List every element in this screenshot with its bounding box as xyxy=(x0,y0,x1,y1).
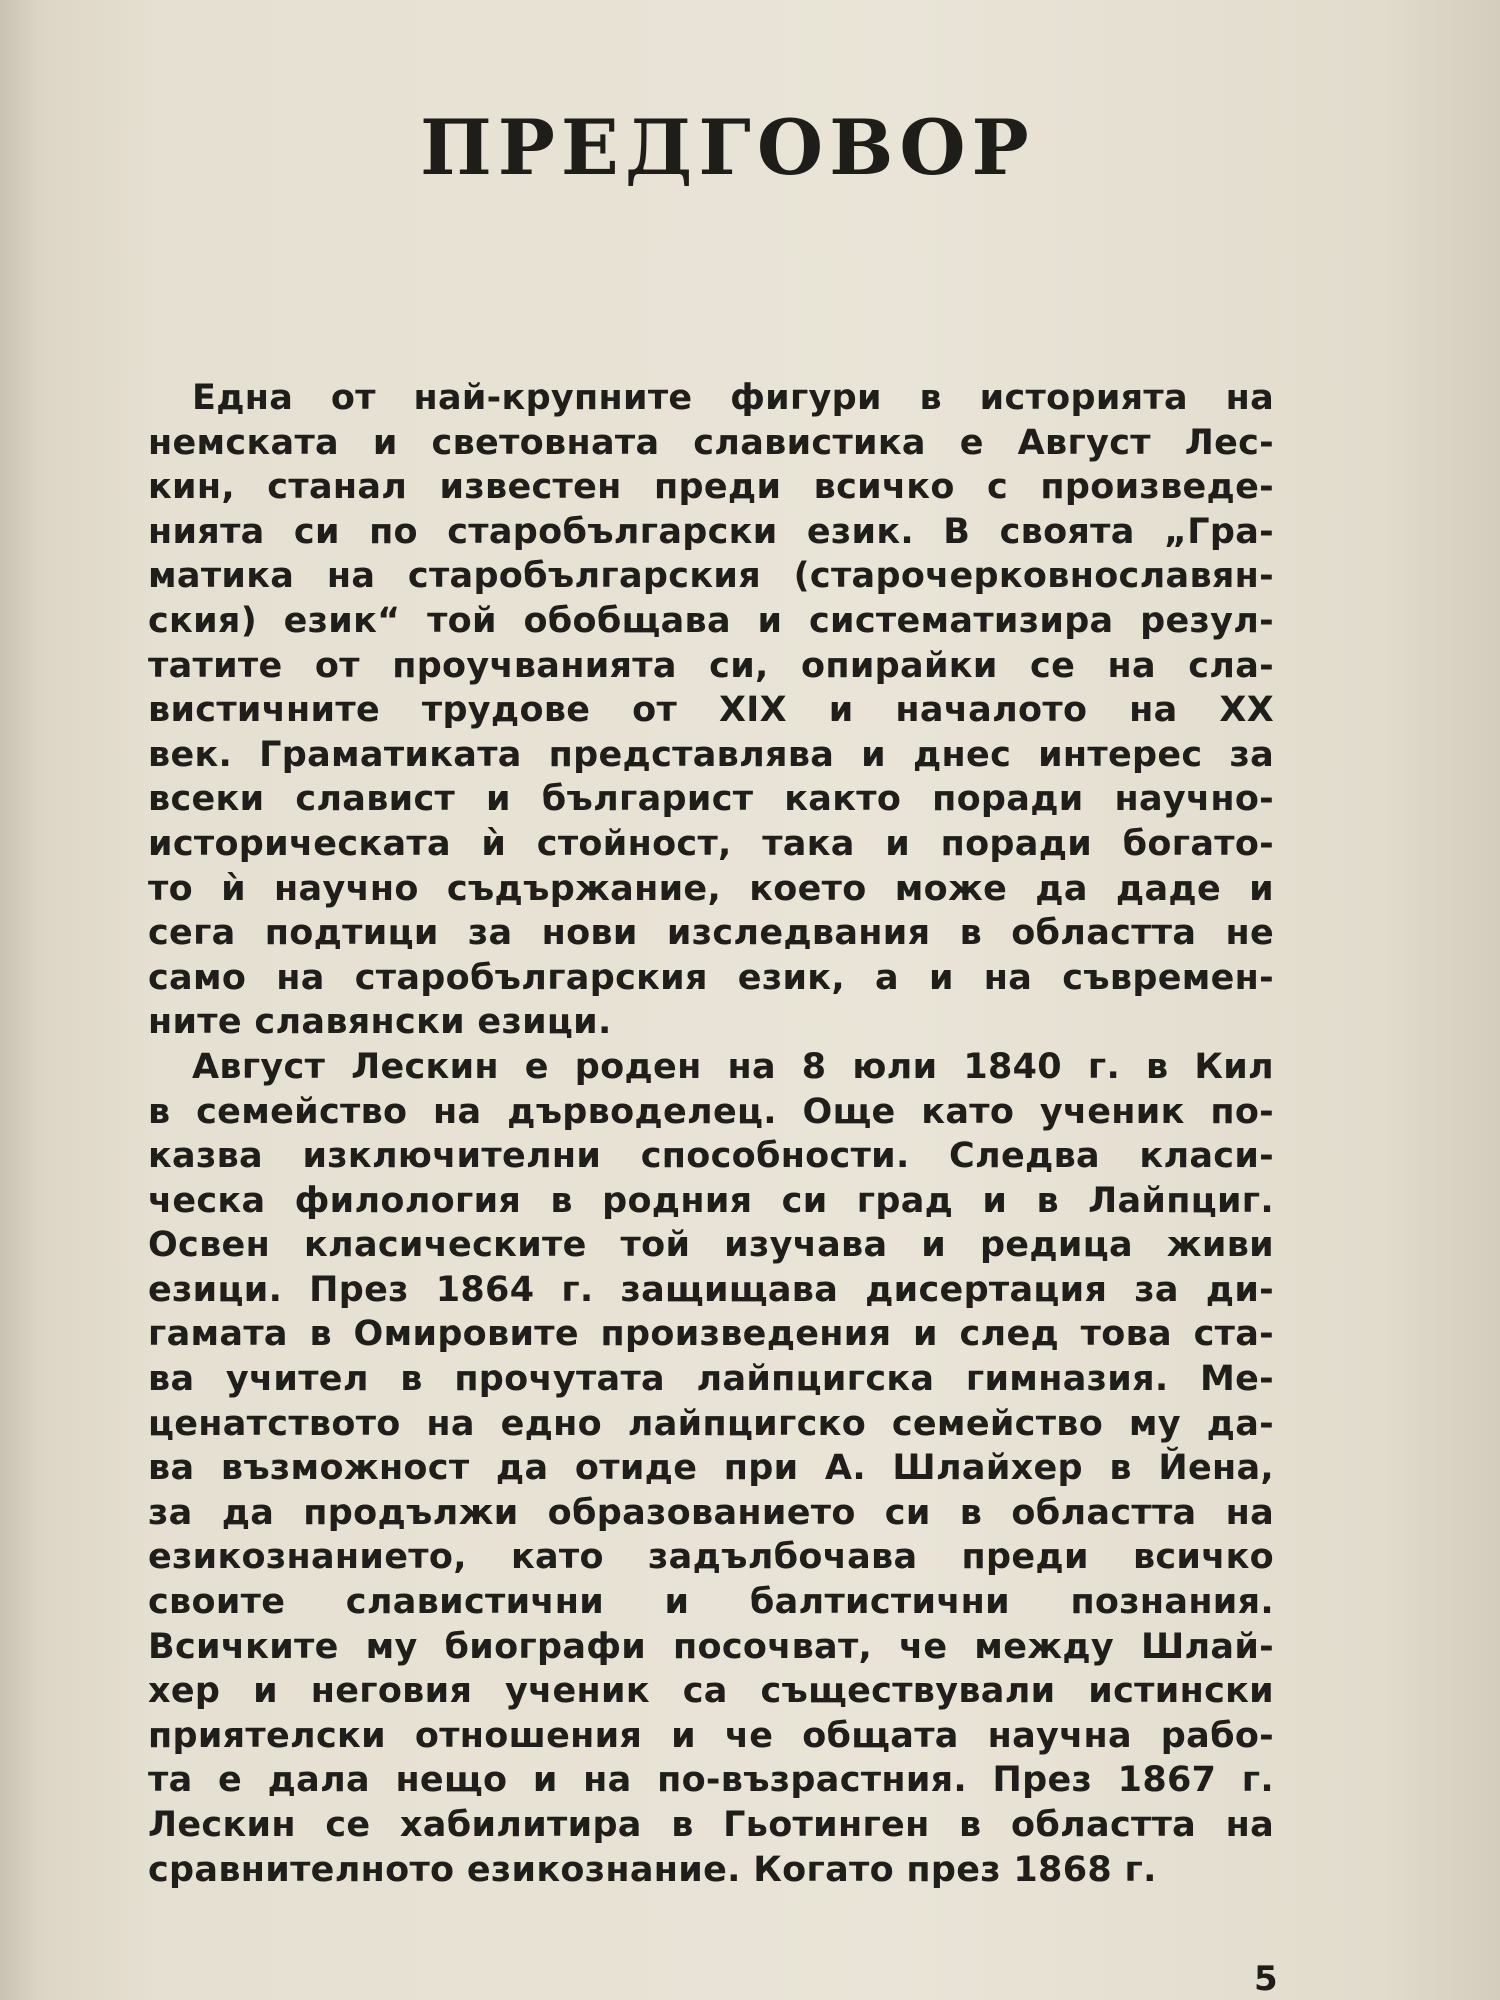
text-line: ва учител в прочутата лайпцигска гимназия. Ме- xyxy=(148,1359,1274,1400)
text-line: гамата в Омировите произведения и след това ста- xyxy=(148,1314,1274,1355)
text-line: та е дала нещо и на по-възрастния. През 1867 г. xyxy=(148,1760,1274,1801)
text-line: кин, станал известен преди всичко с произведе- xyxy=(148,467,1274,508)
text-line: само на старобългарския език, а и на съвремен- xyxy=(148,957,1274,998)
text-line: приятелски отношения и че общата научна рабо- xyxy=(148,1715,1274,1756)
text-line: историческата ѝ стойност, така и поради богато- xyxy=(148,823,1274,864)
text-line: Една от най-крупните фигури в историята на xyxy=(192,378,1274,418)
text-line: немската и световната славистика е Август Лес- xyxy=(148,422,1274,463)
text-line: в семейство на дърводелец. Още като ученик по- xyxy=(148,1091,1274,1132)
text-line: татите от проучванията си, опирайки се на сла- xyxy=(148,645,1274,686)
page-number: 5 xyxy=(1254,1959,1278,1999)
text-line: сега подтици за нови изследвания в областта не xyxy=(148,913,1274,954)
text-line: езикознанието, като задълбочава преди всичко xyxy=(148,1537,1274,1578)
paragraph-1 xyxy=(148,376,1274,1045)
text-line: ценатството на едно лайпцигско семейство му да- xyxy=(148,1403,1274,1444)
text-line: ните славянски езици. xyxy=(148,1002,612,1043)
text-line: всеки славист и българист както поради научно- xyxy=(148,779,1274,820)
text-line: своите славистични и балтистични познания. xyxy=(148,1582,1274,1623)
text-line: ския) език“ той обобщава и систематизира резул- xyxy=(148,600,1274,641)
text-line: Освен класическите той изучава и редица живи xyxy=(148,1225,1274,1266)
text-line: Всичките му биографи посочват, че между Шлай- xyxy=(148,1626,1274,1667)
text-line: езици. През 1864 г. защищава дисертация за ди- xyxy=(148,1269,1274,1310)
paragraph-2 xyxy=(148,1045,1274,1892)
text-line: хер и неговия ученик са съществували истински xyxy=(148,1671,1274,1712)
page-title: ПРЕДГОВОР xyxy=(420,103,1035,192)
text-line: ва възможност да отиде при А. Шлайхер в Йена, xyxy=(148,1448,1274,1489)
show-through-text xyxy=(150,20,1290,64)
text-line: казва изключителни способности. Следва класи- xyxy=(148,1136,1274,1177)
text-line: матика на старобългарския (старочерковнославян- xyxy=(148,556,1274,597)
text-line: ческа филология в родния си град и в Лайпциг. xyxy=(148,1180,1274,1221)
text-line: Лескин се хабилитира в Гьотинген в областта на xyxy=(148,1805,1274,1845)
text-line: то ѝ научно съдържание, което може да даде и xyxy=(148,868,1274,909)
text-line: вистичните трудове от XIX и началото на XX xyxy=(148,690,1274,731)
text-line: Август Лескин е роден на 8 юли 1840 г. в Кил xyxy=(192,1046,1274,1087)
text-line: сравнителното езикознание. Когато през 1868 г. xyxy=(148,1849,1157,1890)
text-line: нията си по старобългарски език. В своята „Гра- xyxy=(148,511,1274,552)
body-text xyxy=(148,376,1274,1892)
text-line: век. Граматиката представлява и днес интерес за xyxy=(148,734,1274,775)
text-line: за да продължи образованието си в областта на xyxy=(148,1492,1274,1533)
